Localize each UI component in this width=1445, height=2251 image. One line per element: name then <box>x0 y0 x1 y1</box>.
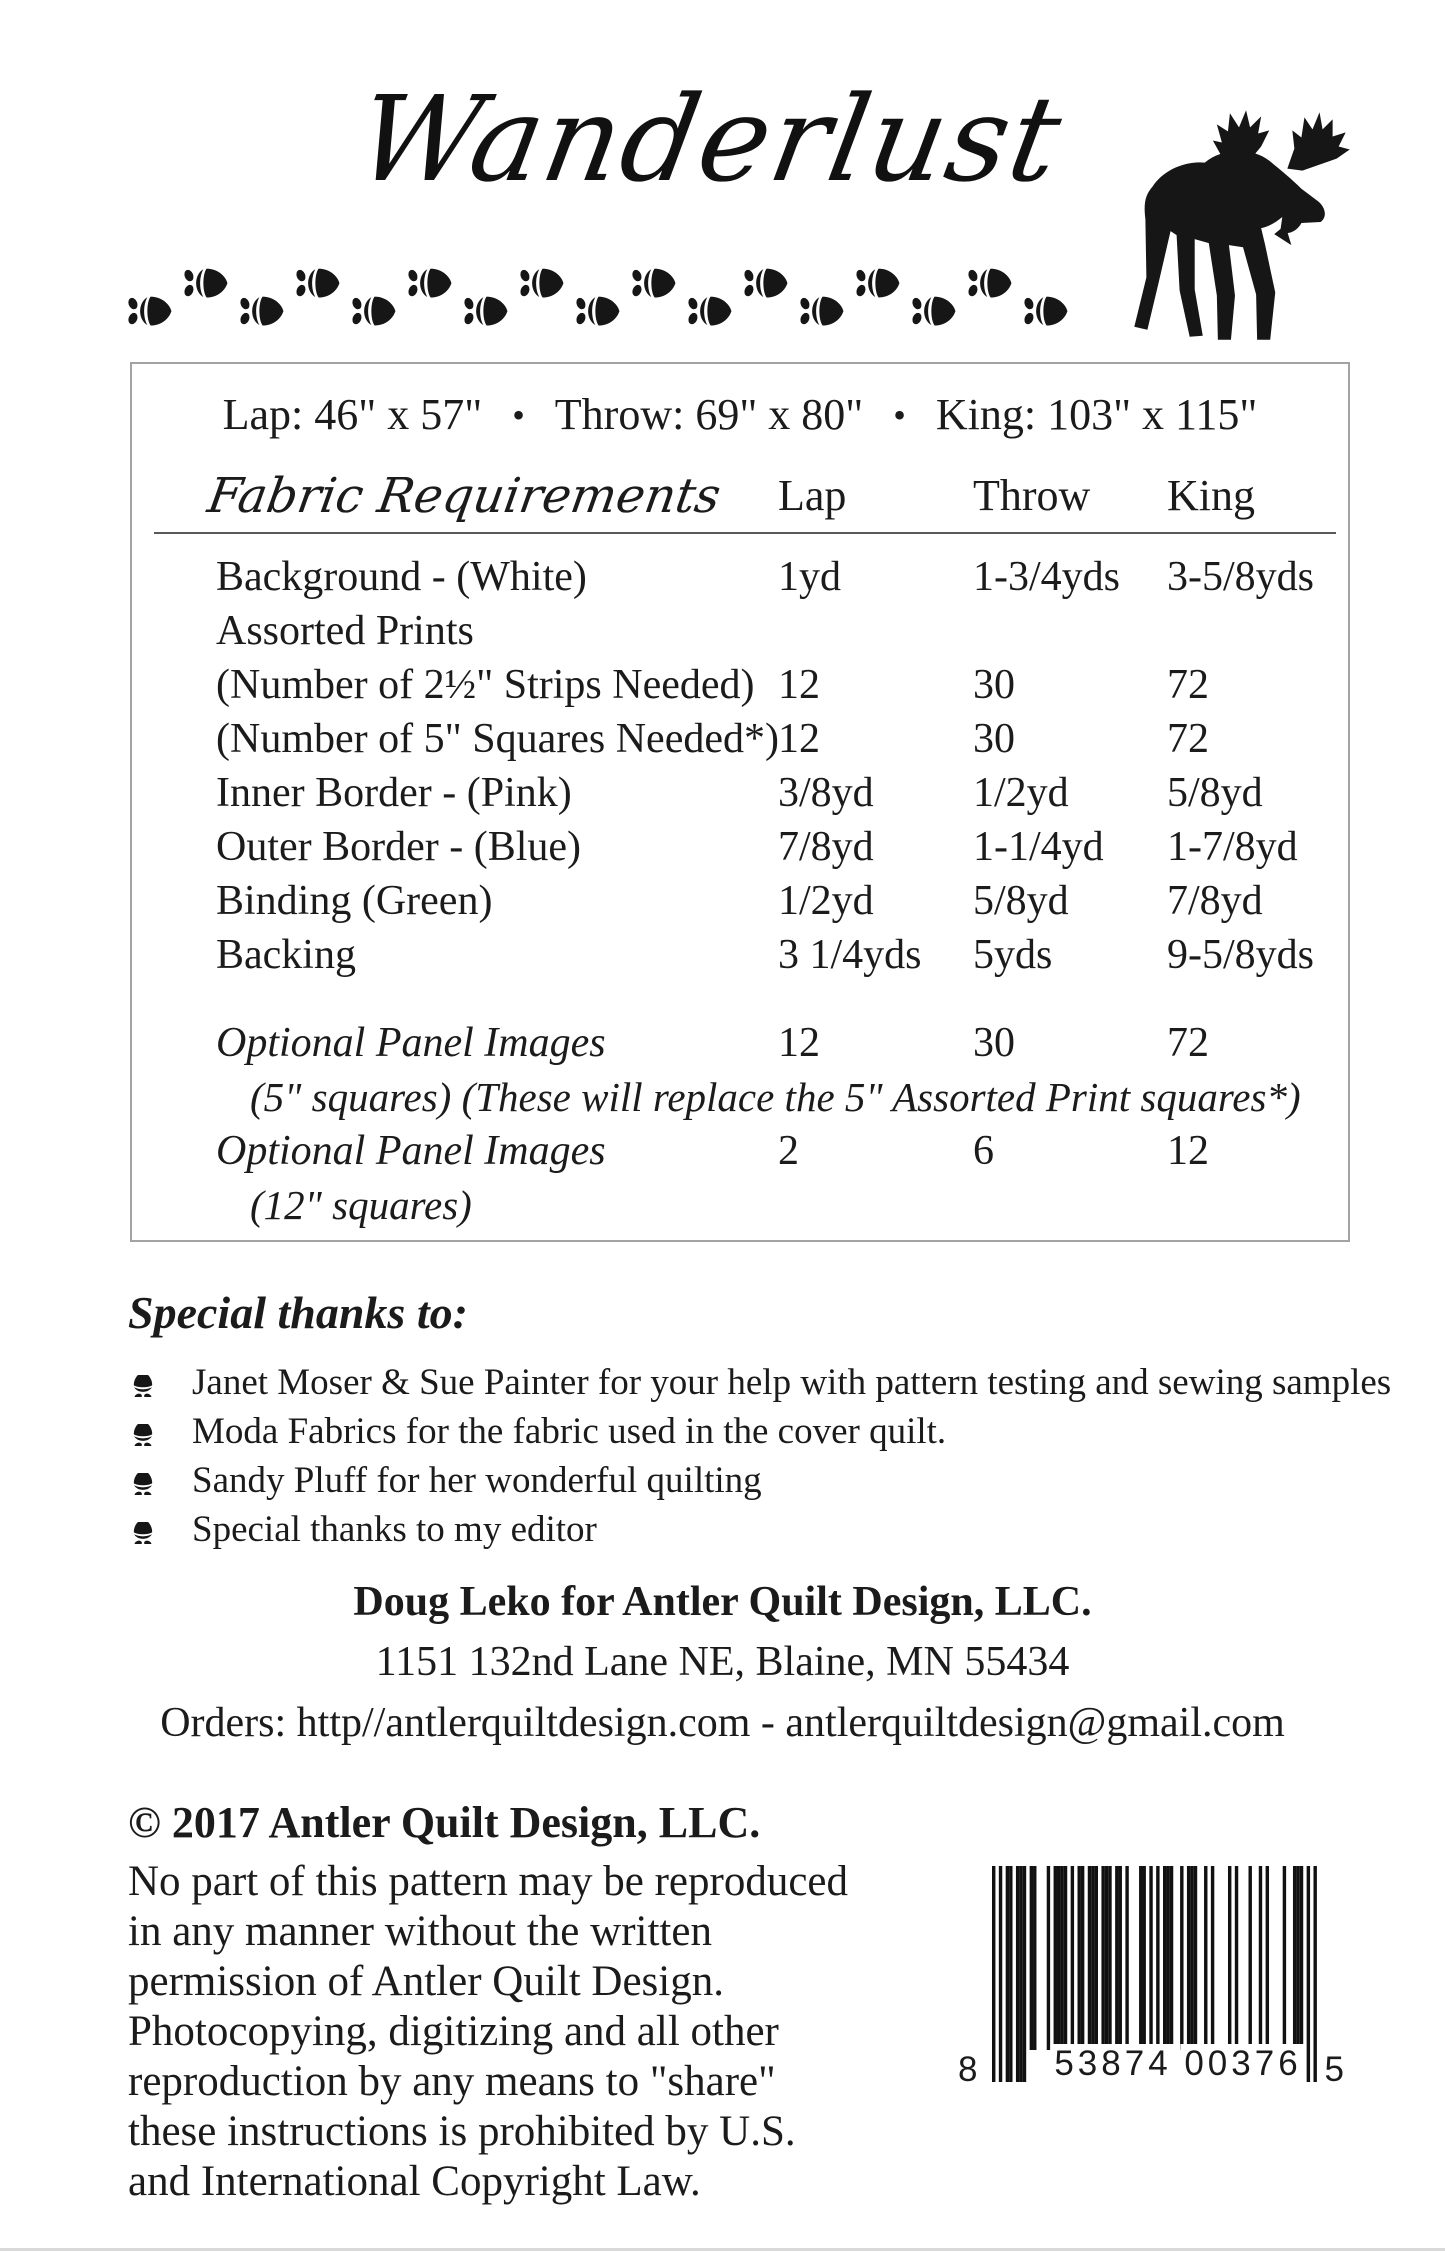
table-row <box>216 1124 1330 1178</box>
barcode-first-digit: 8 <box>958 2050 978 2089</box>
hoofprint-icon <box>128 1511 158 1549</box>
row-value-lap: 12 <box>778 1020 820 1066</box>
hoofprint-icon <box>686 294 733 328</box>
row-value-throw: 1-1/4yd <box>973 824 1104 870</box>
table-row <box>216 1016 1330 1070</box>
fabric-requirements-box <box>130 362 1350 1242</box>
copyright-block <box>128 1795 868 2207</box>
hoofprint-icon <box>574 294 621 327</box>
row-value-lap: 3/8yd <box>778 770 874 816</box>
hoofprint-icon <box>742 266 789 299</box>
hoofprint-icon <box>128 1462 158 1500</box>
barcode-bars-area <box>990 1866 1320 2084</box>
row-value-king: 5/8yd <box>1167 770 1263 816</box>
quilt-sizes-line <box>132 388 1348 442</box>
publisher-orders-line: Orders: http//antlerquiltdesign.com - antlerquiltdesign@gmail.com <box>160 1700 1285 1746</box>
row-label: Binding (Green) <box>216 878 493 924</box>
thanks-item <box>128 1456 1388 1505</box>
fabric-table <box>132 468 1348 1232</box>
row-value-throw <box>973 604 1167 658</box>
row-value-king: 1-7/8yd <box>1167 824 1298 870</box>
table-row-spacer <box>216 982 1330 1016</box>
row-value-lap: 12 <box>778 662 820 708</box>
barcode-last-digit: 5 <box>1324 2050 1344 2089</box>
row-value-throw: 30 <box>973 662 1015 708</box>
hoofprint-track-row <box>126 266 1096 336</box>
table-row <box>216 820 1330 874</box>
row-value-king: 12 <box>1167 1128 1209 1174</box>
row-label: Background - (White) <box>216 554 587 600</box>
row-label: Assorted Prints <box>216 608 474 654</box>
special-thanks-section <box>128 1286 1392 1554</box>
hoofprint-icon <box>630 266 677 299</box>
copyright-line: reproduction by any means to "share" <box>128 2058 776 2105</box>
copyright-line: No part of this pattern may be reproduced <box>128 1858 848 1905</box>
thanks-item <box>128 1358 1392 1407</box>
publisher-block <box>0 1572 1445 1754</box>
hoofprint-icon <box>910 294 957 327</box>
header-divider <box>154 532 1336 534</box>
hoofprint-icon <box>854 266 901 300</box>
row-value-lap <box>778 604 973 658</box>
row-value-king: 7/8yd <box>1167 878 1263 924</box>
fabric-table-header <box>204 468 1330 524</box>
row-value-throw: 30 <box>973 1020 1015 1066</box>
thanks-item-text: Janet Moser & Sue Painter for your help with pattern testing and sewing samples <box>192 1362 1392 1403</box>
hoofprint-icon <box>574 294 621 328</box>
row-value-king: 72 <box>1167 1020 1209 1066</box>
upc-barcode <box>958 1866 1358 2116</box>
hoofprint-icon <box>798 294 845 327</box>
fabric-table-rows <box>216 550 1330 1232</box>
barcode-left-group: 53874 <box>1050 2044 1175 2084</box>
row-value-lap: 1/2yd <box>778 878 874 924</box>
copyright-line: permission of Antler Quilt Design. <box>128 1958 724 2005</box>
table-row <box>216 658 1330 712</box>
hoofprint-icon <box>126 294 173 328</box>
hoofprint-icon <box>462 294 509 327</box>
hoofprint-icon <box>182 266 229 299</box>
row-label: Optional Panel Images <box>216 1020 606 1066</box>
row-label: Outer Border - (Blue) <box>216 824 582 870</box>
publisher-name: Doug Leko for Antler Quilt Design, LLC. <box>353 1579 1092 1625</box>
size-throw: Throw: 69" x 80" <box>554 390 864 439</box>
row-label: Optional Panel Images <box>216 1128 606 1174</box>
row-value-throw: 1-3/4yds <box>973 554 1120 600</box>
hoofprint-icon <box>294 266 341 300</box>
row-value-king: 72 <box>1167 716 1209 762</box>
row-value-lap: 7/8yd <box>778 824 874 870</box>
special-thanks-heading: Special thanks to: <box>128 1287 468 1338</box>
row-label: (Number of 2½" Strips Needed) <box>216 662 755 708</box>
table-row <box>216 766 1330 820</box>
row-label: Inner Border - (Pink) <box>216 770 572 816</box>
fabric-requirements-heading: Fabric Requirements <box>204 468 725 524</box>
hoofprint-icon <box>1022 294 1069 327</box>
row-value-lap: 2 <box>778 1128 799 1174</box>
column-header-throw: Throw <box>973 471 1091 520</box>
page-title: Wanderlust <box>347 70 1073 208</box>
copyright-line: Photocopying, digitizing and all other <box>128 2008 779 2055</box>
row-value-king: 3-5/8yds <box>1167 554 1314 600</box>
row-value-throw: 1/2yd <box>973 770 1069 816</box>
hoofprint-icon <box>1022 294 1069 328</box>
thanks-item <box>128 1505 1388 1554</box>
row-value-king: 72 <box>1167 662 1209 708</box>
hoofprint-icon <box>630 266 677 300</box>
hoofprint-icon <box>128 1364 158 1402</box>
copyright-text <box>128 1857 868 2207</box>
hoofprint-icon <box>966 266 1013 300</box>
hoofprint-icon <box>798 294 845 328</box>
hoofprint-icon <box>966 266 1013 299</box>
hoofprint-icon <box>406 266 453 299</box>
hoofprint-icon <box>128 1522 158 1544</box>
hoofprint-icon <box>462 294 509 328</box>
moose-silhouette-icon <box>1088 86 1390 350</box>
row-value-king <box>1167 604 1330 658</box>
size-lap: Lap: 46" x 57" <box>222 390 483 439</box>
hoofprint-icon <box>182 266 229 300</box>
thanks-item-text: Sandy Pluff for her wonderful quilting <box>192 1460 762 1501</box>
thanks-item <box>128 1407 1388 1456</box>
publisher-address: 1151 132nd Lane NE, Blaine, MN 55434 <box>375 1639 1070 1685</box>
hoofprint-icon <box>128 1413 158 1451</box>
hoofprint-icon <box>238 294 285 327</box>
table-row <box>216 874 1330 928</box>
hoofprint-icon <box>238 294 285 328</box>
row-label: Backing <box>216 932 356 978</box>
hoofprint-icon <box>910 294 957 328</box>
copyright-line: and International Copyright Law. <box>128 2158 701 2205</box>
row-label: (Number of 5" Squares Needed*) <box>216 716 779 762</box>
row-value-lap: 12 <box>778 716 820 762</box>
hoofprint-icon <box>128 1424 158 1446</box>
hoofprint-icon <box>854 266 901 299</box>
column-header-king: King <box>1167 471 1255 520</box>
hoofprint-icon <box>128 1473 158 1495</box>
thanks-item-text: Moda Fabrics for the fabric used in the cover quilt. <box>192 1411 947 1452</box>
hoofprint-icon <box>518 266 565 300</box>
barcode-right-group: 00376 <box>1180 2044 1305 2084</box>
row-value-lap: 1yd <box>778 554 841 600</box>
hoofprint-icon <box>350 294 397 328</box>
copyright-line: these instructions is prohibited by U.S. <box>128 2108 796 2155</box>
row-value-throw: 30 <box>973 716 1015 762</box>
hoofprint-icon <box>126 294 173 327</box>
special-thanks-list <box>128 1358 1392 1554</box>
size-king: King: 103" x 115" <box>935 390 1258 439</box>
bullet-separator: • <box>512 395 525 435</box>
hoofprint-icon <box>294 266 341 299</box>
hoofprint-icon <box>518 266 565 299</box>
row-value-lap: 3 1/4yds <box>778 932 922 978</box>
hoofprint-icon <box>742 266 789 300</box>
column-header-lap: Lap <box>778 471 847 520</box>
hoofprint-icon <box>128 1375 158 1397</box>
hoofprint-icon <box>686 294 733 327</box>
row-value-throw: 5yds <box>973 932 1053 978</box>
table-row <box>216 928 1330 982</box>
row-value-throw: 6 <box>973 1128 994 1174</box>
bullet-separator: • <box>893 395 906 435</box>
table-row <box>216 550 1330 604</box>
table-note-row: (5" squares) (These will replace the 5" Assorted Print squares*) <box>250 1074 1301 1120</box>
table-row <box>216 604 1330 658</box>
hoofprint-icon <box>406 266 453 300</box>
copyright-heading: © 2017 Antler Quilt Design, LLC. <box>128 1798 761 1847</box>
table-note-row: (12" squares) <box>250 1182 472 1228</box>
copyright-line: in any manner without the written <box>128 1908 712 1955</box>
row-value-king: 9-5/8yds <box>1167 932 1314 978</box>
hoofprint-icon <box>350 294 397 327</box>
row-value-throw: 5/8yd <box>973 878 1069 924</box>
thanks-item-text: Special thanks to my editor <box>192 1509 597 1550</box>
table-row <box>216 712 1330 766</box>
